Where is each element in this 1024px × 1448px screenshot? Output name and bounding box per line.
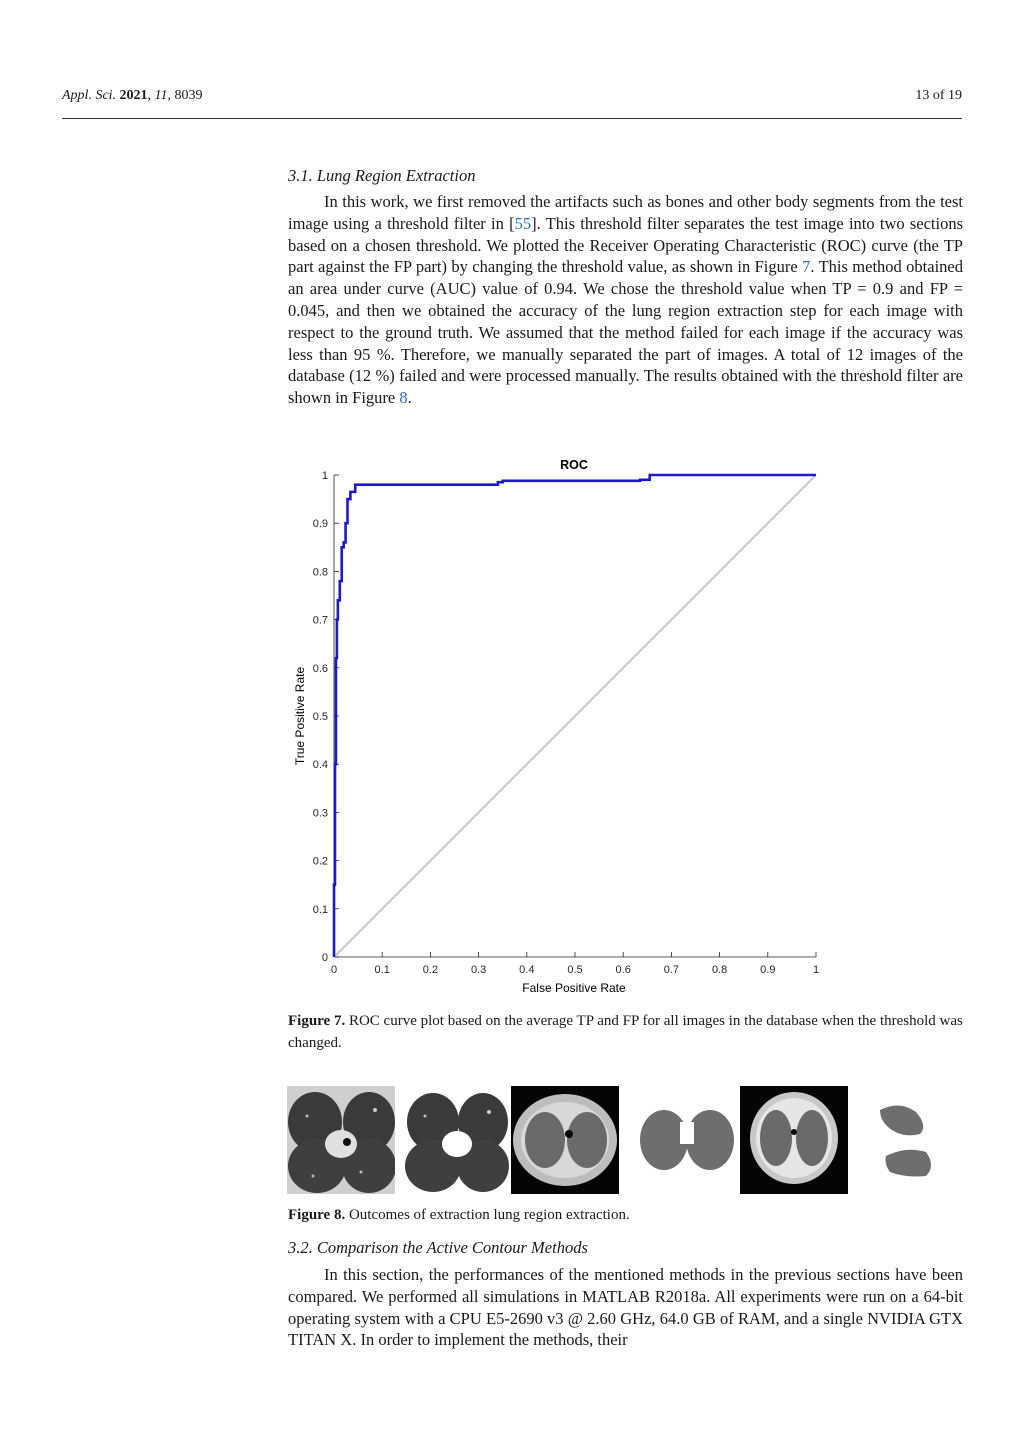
ct-image-body-1: [511, 1086, 619, 1194]
y-tick-label: 0.8: [312, 566, 328, 579]
chart-marks: [334, 475, 816, 957]
x-tick-label: 0.3: [470, 964, 487, 976]
section-title-comparison: 3.2. Comparison the Active Contour Methods: [288, 1238, 588, 1257]
y-tick-label: 0: [321, 952, 328, 964]
ct-image-original: [287, 1086, 395, 1194]
figure-8-link[interactable]: 8: [399, 388, 408, 408]
roc-chart: [282, 450, 842, 1000]
chart-axes: [313, 470, 819, 976]
citation-link[interactable]: 55: [514, 213, 532, 233]
x-tick-label: 0.9: [760, 964, 776, 976]
x-tick-label: 0: [330, 964, 338, 976]
y-axis-label: True Positive Rate: [293, 666, 307, 766]
y-tick-label: 1: [321, 470, 328, 482]
y-tick-label: 0.7: [312, 614, 328, 627]
figure-7-caption: Figure 7. ROC curve plot based on the average TP and FP for all images in the database when the threshold was changed.: [288, 1013, 963, 1051]
ct-image-lungs-2: [856, 1086, 964, 1194]
ct-image-masked: [403, 1086, 511, 1194]
chart-title: ROC: [560, 458, 588, 472]
y-tick-label: 0.3: [312, 807, 328, 820]
x-tick-label: 0.5: [567, 964, 583, 976]
diagonal-reference-line: [334, 475, 816, 957]
y-tick-label: 0.6: [312, 662, 328, 675]
x-axis-label: False Positive Rate: [522, 981, 626, 995]
y-tick-label: 0.9: [312, 518, 328, 531]
y-tick-label: 0.2: [312, 855, 328, 868]
y-tick-label: 0.5: [312, 711, 328, 723]
x-tick-label: 1: [812, 964, 820, 976]
x-tick-label: 0.4: [519, 964, 535, 976]
figure-7-link[interactable]: 7: [802, 257, 811, 277]
section-title-lung-extraction: 3.1. Lung Region Extraction: [288, 166, 476, 185]
x-tick-label: 0.6: [615, 964, 631, 976]
paragraph-comparison: In this section, the performances of the mentioned methods in the previous sections have been compared. We performed all simulations in MATLAB R2018a. All experiments were run on a 64-bit operating system with a CPU E5-2690 v3 @ 2.60 GHz, 64.0 GB of RAM, and a single NVIDIA GTX TITAN X. In order to implement the methods, their: [288, 1265, 963, 1350]
x-tick-label: 0.1: [374, 964, 390, 976]
ct-image-body-2: [740, 1086, 848, 1194]
x-tick-label: 0.2: [422, 964, 439, 976]
x-tick-label: 0.8: [711, 964, 728, 976]
figure-8-caption: Figure 8. Outcomes of extraction lung region extraction.: [288, 1207, 630, 1223]
paragraph-lung-extraction: In this work, we first removed the artifacts such as bones and other body segments from the test image using a threshold filter in [55]. This threshold filter separates the test image into two sections based on a chosen threshold. We plotted the Receiver Operating Characteristic (ROC) curve (the TP part against the FP part) by changing the threshold value, as shown in Figure 7. This method obtained an area under curve (AUC) value of 0.94. We chose the threshold value when TP = 0.9 and FP = 0.045, and then we obtained the accuracy of the lung region extraction step for each image with respect to the ground truth. We assumed that the method failed for each image if the accuracy was less than 95 %. Therefore, we manually separated the part of images. A total of 12 images of the database (12 %) failed and were processed manually. The results obtained with the threshold filter are shown in Figure 8.: [288, 192, 963, 408]
page-header: [62, 88, 962, 119]
page-number: 13 of 19: [915, 88, 962, 103]
y-tick-label: 0.1: [312, 903, 328, 916]
journal-citation: Appl. Sci. 2021, 11, 8039: [62, 88, 203, 103]
y-tick-label: 0.4: [312, 759, 328, 772]
x-tick-label: 0.7: [663, 964, 680, 976]
ct-image-lungs-1: [632, 1086, 740, 1194]
